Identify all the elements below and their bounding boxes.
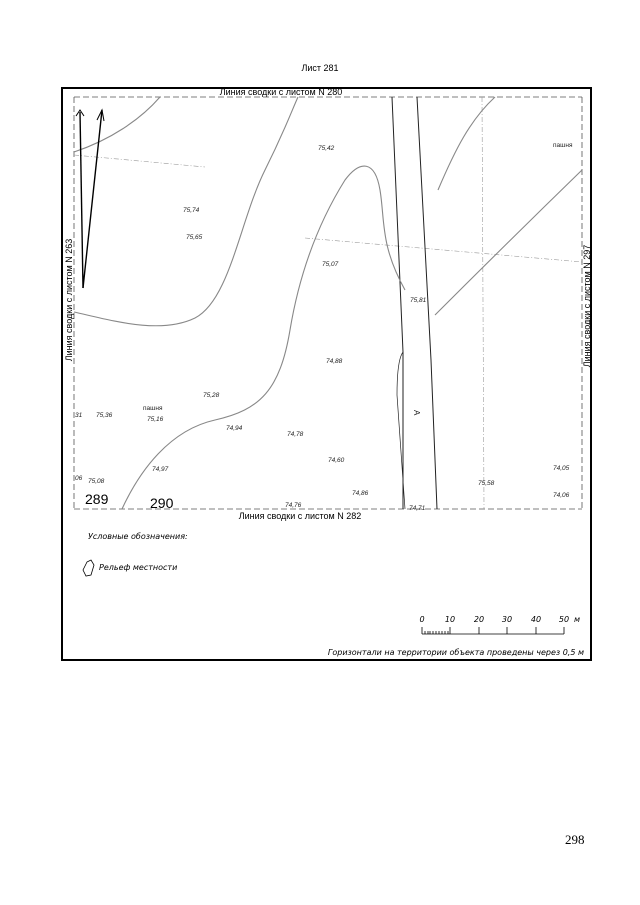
road-marker: A bbox=[412, 410, 421, 416]
elevation-mark: 74,88 bbox=[326, 358, 343, 365]
elevation-mark: 06 bbox=[75, 475, 83, 482]
scale-bar bbox=[422, 627, 564, 634]
elevation-mark: 75,07 bbox=[322, 261, 339, 268]
grid-lines bbox=[74, 97, 582, 509]
scale-tick-label: 50 bbox=[558, 615, 570, 624]
scale-tick-label: 40 bbox=[530, 615, 542, 624]
edge-label-right: Линия сводки с листом N 297 bbox=[582, 244, 592, 368]
elevation-mark: 75,42 bbox=[318, 145, 335, 152]
elevation-mark: 74,76 bbox=[285, 502, 302, 509]
elevation-mark: 75,81 bbox=[410, 297, 427, 304]
elevation-mark: 74,60 bbox=[328, 457, 345, 464]
edge-label-bottom: Линия сводки с листом N 282 bbox=[238, 511, 362, 521]
elevation-mark: 74,06 bbox=[553, 492, 570, 499]
sheet-title: Лист 281 bbox=[301, 63, 339, 73]
elevation-mark: 75,28 bbox=[203, 392, 220, 399]
contour-interval-note: Горизонтали на территории объекта проведены через 0,5 м bbox=[327, 648, 584, 657]
scale-tick-label: 30 bbox=[501, 615, 513, 624]
scale-tick-label: 10 bbox=[444, 615, 456, 624]
elevation-mark: 74,05 bbox=[553, 465, 570, 472]
elevation-mark: 74,71 bbox=[409, 505, 426, 512]
block-number: 290 bbox=[150, 495, 174, 511]
map-border bbox=[74, 97, 582, 509]
land-label: пашня bbox=[553, 142, 573, 149]
block-number: 289 bbox=[85, 491, 109, 507]
north-arrow-icon bbox=[76, 110, 104, 288]
elevation-mark: 75,16 bbox=[147, 416, 164, 423]
elevation-mark: 75,36 bbox=[96, 412, 113, 419]
land-label: пашня bbox=[143, 405, 163, 412]
legend-relief-label: Рельеф местности bbox=[99, 563, 178, 572]
contour-lines bbox=[74, 97, 582, 509]
page-number: 298 bbox=[565, 832, 585, 847]
elevation-marks bbox=[75, 145, 570, 512]
elevation-mark: 75,65 bbox=[186, 234, 203, 241]
scale-tick-label: 20 bbox=[473, 615, 485, 624]
elevation-mark: 74,94 bbox=[226, 425, 243, 432]
scale-tick-label: 0 bbox=[419, 615, 425, 624]
edge-label-top: Линия сводки с листом N 280 bbox=[219, 87, 343, 97]
relief-icon bbox=[83, 560, 94, 576]
elevation-mark: 75,74 bbox=[183, 207, 200, 214]
edge-label-left: Линия сводки с листом N 263 bbox=[64, 238, 74, 362]
elevation-mark: 74,78 bbox=[287, 431, 304, 438]
elevation-mark: 75,08 bbox=[88, 478, 105, 485]
scale-unit: м bbox=[574, 615, 581, 624]
legend-title: Условные обозначения: bbox=[88, 532, 188, 541]
elevation-mark: 74,97 bbox=[152, 466, 169, 473]
elevation-mark: 75,58 bbox=[478, 480, 495, 487]
elevation-mark: 31 bbox=[75, 412, 83, 419]
elevation-mark: 74,86 bbox=[352, 490, 369, 497]
